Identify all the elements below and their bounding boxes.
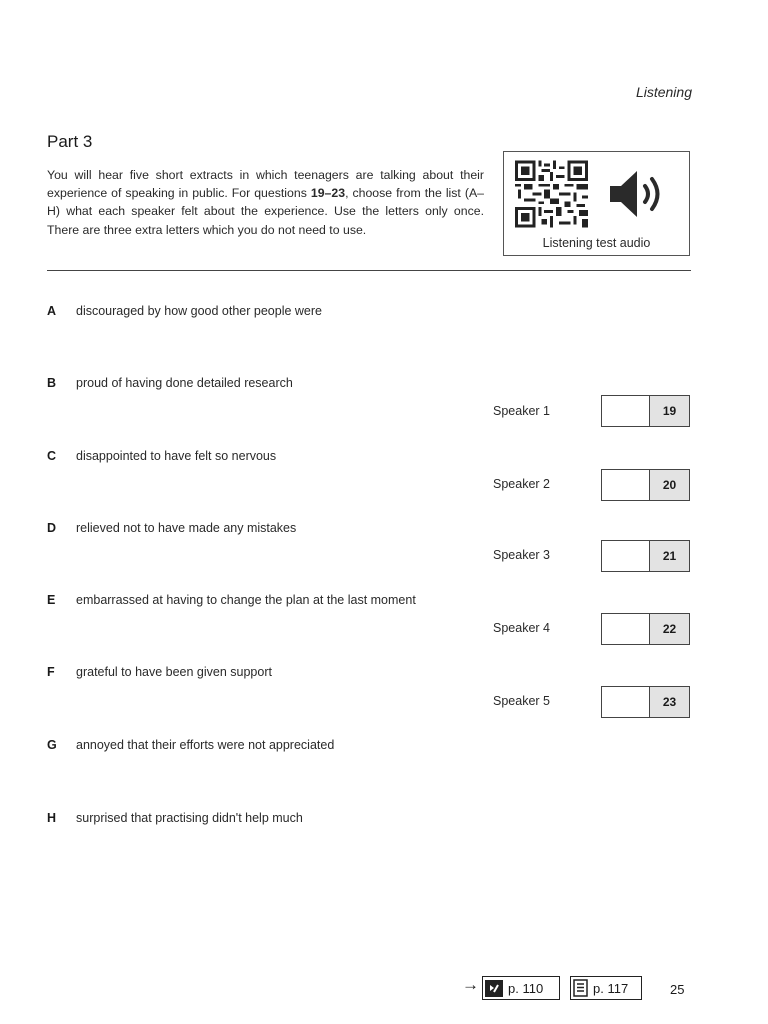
- speaker-5-answer-box[interactable]: [601, 686, 690, 718]
- strategy-reference-link[interactable]: [482, 976, 560, 1000]
- speaker-icon[interactable]: [606, 165, 668, 223]
- option-letter: H: [47, 811, 57, 825]
- divider: [47, 270, 691, 271]
- page-number: 25: [670, 982, 685, 997]
- speaker-1-answer-box[interactable]: [601, 395, 690, 427]
- instructions-question-range: 19–23: [310, 186, 346, 201]
- speaker-4-answer-box[interactable]: [601, 613, 690, 645]
- option-b: [47, 376, 293, 390]
- option-a: [47, 304, 322, 318]
- instructions-text-end: , choose from the list (A–H) what each speaker felt about the experience. Use the letters only once. There are three extra letters which you do not need to use.: [47, 186, 484, 237]
- option-letter: B: [47, 376, 57, 390]
- audio-box[interactable]: [503, 151, 690, 256]
- notebook-reference-link[interactable]: [570, 976, 642, 1000]
- option-text: annoyed that their efforts were not appreciated: [76, 738, 335, 752]
- option-e: [47, 593, 416, 607]
- option-text: proud of having done detailed research: [76, 376, 293, 390]
- option-text: grateful to have been given support: [76, 665, 272, 679]
- strategy-reference-text: p. 110: [508, 980, 544, 996]
- option-text: disappointed to have felt so nervous: [76, 449, 277, 463]
- speaker-2-label: Speaker 2: [493, 477, 550, 491]
- option-h: [47, 811, 303, 825]
- option-letter: F: [47, 665, 55, 679]
- instructions-text-start: You will hear five short extracts in which teenagers are talking about their experience of speaking in public. For questions: [47, 168, 484, 201]
- option-text: embarrassed at having to change the plan at the last moment: [76, 593, 416, 607]
- question-number: 21: [649, 541, 689, 571]
- question-number: 23: [649, 687, 689, 717]
- audio-caption: Listening test audio: [542, 236, 651, 250]
- notebook-reference-text: p. 117: [593, 980, 629, 996]
- strategy-icon: [485, 980, 503, 997]
- speaker-5-label: Speaker 5: [493, 694, 550, 708]
- option-letter: G: [47, 738, 57, 752]
- speaker-3-answer-box[interactable]: [601, 540, 690, 572]
- option-g: [47, 738, 334, 752]
- notebook-icon: [573, 979, 588, 997]
- arrow-icon: →: [462, 975, 479, 994]
- instructions: [47, 166, 484, 239]
- qr-code-icon[interactable]: [515, 160, 588, 228]
- part-title: Part 3: [47, 132, 93, 151]
- option-letter: E: [47, 593, 56, 607]
- option-f: [47, 665, 272, 679]
- question-number: 20: [649, 470, 689, 500]
- option-d: [47, 521, 296, 535]
- option-letter: C: [47, 449, 57, 463]
- section-label: Listening: [635, 84, 692, 100]
- option-letter: D: [47, 521, 57, 535]
- speaker-3-label: Speaker 3: [493, 548, 550, 562]
- speaker-1-label: Speaker 1: [493, 404, 550, 418]
- option-text: surprised that practising didn't help much: [76, 811, 303, 825]
- option-text: discouraged by how good other people were: [76, 304, 323, 318]
- speaker-4-label: Speaker 4: [493, 621, 550, 635]
- question-number: 22: [649, 614, 689, 644]
- option-letter: A: [47, 304, 57, 318]
- option-text: relieved not to have made any mistakes: [76, 521, 297, 535]
- question-number: 19: [649, 396, 689, 426]
- option-c: [47, 449, 276, 463]
- speaker-2-answer-box[interactable]: [601, 469, 690, 501]
